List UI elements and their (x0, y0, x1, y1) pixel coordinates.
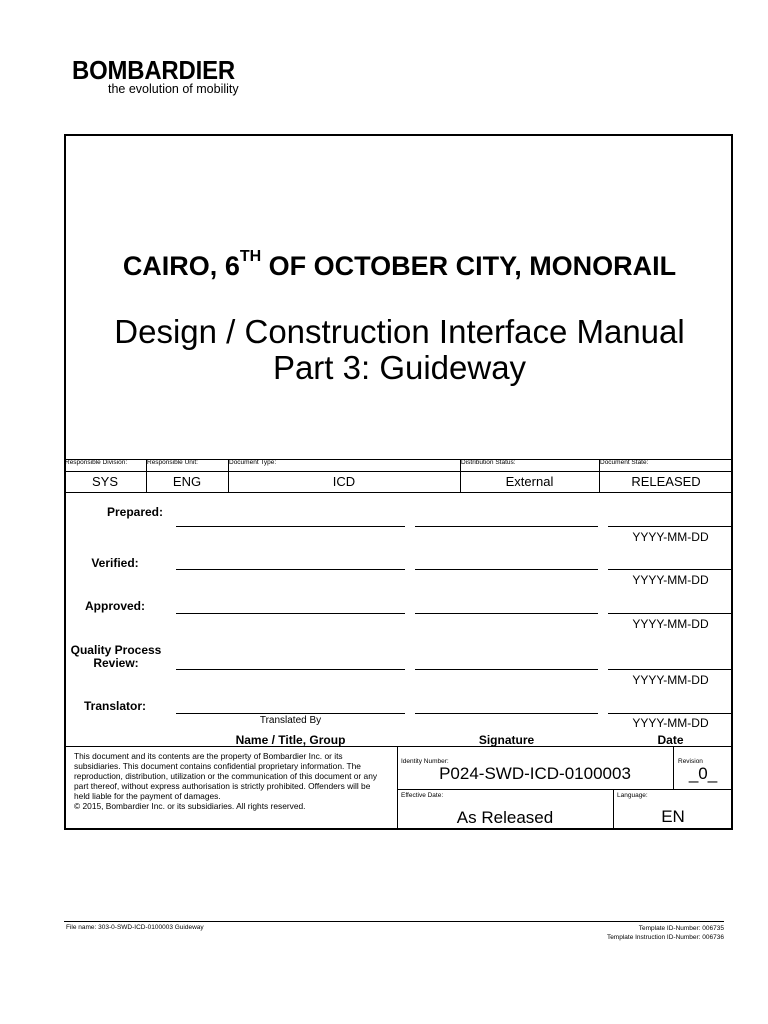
translator-date-line (608, 713, 733, 714)
prepared-date: YYYY-MM-DD (632, 530, 709, 544)
project-title-superscript: TH (239, 248, 262, 265)
approved-date-line (608, 613, 733, 614)
language-label: Language: (617, 792, 648, 799)
meta-value-doc-type: ICD (332, 474, 356, 489)
footer-template-instruction-id: Template Instruction ID-Number: 006736 (606, 934, 724, 941)
copyright-notice: © 2015, Bombardier Inc. or its subsidiaries. All rights reserved. (74, 801, 306, 811)
translator-label: Translator: (83, 699, 146, 713)
meta-header-doc-type: Document Type: (229, 459, 277, 466)
project-title (66, 248, 733, 282)
translator-name-line (176, 713, 405, 714)
meta-value-division: SYS (91, 474, 118, 489)
approved-date: YYYY-MM-DD (632, 617, 709, 631)
meta-value-unit: ENG (172, 474, 202, 489)
document-title (66, 314, 733, 386)
language-value: EN (661, 807, 685, 826)
approved-label: Approved: (85, 599, 145, 613)
revision-value: _0_ (688, 764, 718, 783)
translated-by-label: Translated By (259, 715, 322, 726)
verified-signature-line (415, 569, 598, 570)
footer-file-name: File name: 303-0-SWD-ICD-0100003 Guideway (66, 924, 204, 931)
quality-name-line (176, 669, 405, 670)
prepared-label: Prepared: (106, 505, 164, 519)
proprietary-notice-text: This document and its contents are the property of Bombardier Inc. or its subsidiaries. This document contains confidential proprietary information. The reproduction, distribution, utilization or the communication of this document or any part thereof, without express authorisation is strictly prohibited. Offenders will be held liable for the payment of damages. (74, 751, 378, 801)
effective-date-label: Effective Date: (401, 792, 444, 799)
meta-table-bottom-border (64, 492, 733, 493)
approved-signature-line (415, 613, 598, 614)
approved-name-line (176, 613, 405, 614)
column-header-name: Name / Title, Group (235, 733, 346, 747)
document-title-line1: Design / Construction Interface Manual (114, 313, 685, 350)
footer-template-ids (480, 924, 724, 942)
footer-template-id: Template ID-Number: 006735 (638, 925, 724, 932)
company-logo-tagline: the evolution of mobility (108, 82, 239, 96)
bottom-box-mid-divider (397, 789, 733, 790)
column-header-date: Date (657, 733, 684, 747)
verified-date-line (608, 569, 733, 570)
company-logo-name: BOMBARDIER (72, 55, 235, 85)
verified-label: Verified: (91, 556, 139, 570)
quality-date: YYYY-MM-DD (632, 673, 709, 687)
project-title-part2: OF OCTOBER CITY, MONORAIL (261, 251, 677, 281)
meta-header-distribution: Distribution Status: (461, 459, 516, 466)
verified-name-line (176, 569, 405, 570)
bottom-box-top-border (64, 746, 733, 747)
document-title-line2: Part 3: Guideway (272, 349, 527, 386)
identity-number-value: P024-SWD-ICD-0100003 (439, 764, 631, 783)
project-title-part1: CAIRO, 6 (122, 251, 240, 281)
meta-header-state: Document State: (600, 459, 649, 466)
prepared-signature-line (415, 526, 598, 527)
quality-review-label-line1: Quality Process (70, 643, 162, 657)
quality-review-label (66, 644, 166, 670)
prepared-name-line (176, 526, 405, 527)
prepared-date-line (608, 526, 733, 527)
effective-date-value: As Released (456, 808, 554, 827)
column-header-signature: Signature (478, 733, 535, 747)
meta-header-division: Responsible Division: (65, 459, 128, 466)
quality-review-label-line2: Review: (93, 656, 139, 670)
quality-signature-line (415, 669, 598, 670)
translator-date: YYYY-MM-DD (632, 716, 709, 730)
verified-date: YYYY-MM-DD (632, 573, 709, 587)
footer-rule (64, 921, 724, 922)
quality-date-line (608, 669, 733, 670)
meta-value-state: RELEASED (631, 474, 701, 489)
revision-label: Revision (678, 758, 703, 765)
translator-signature-line (415, 713, 598, 714)
meta-value-distribution: External (505, 474, 554, 489)
meta-header-unit: Responsible Unit: (147, 459, 198, 466)
identity-number-label: Identity Number: (401, 758, 449, 765)
proprietary-notice (74, 751, 384, 811)
